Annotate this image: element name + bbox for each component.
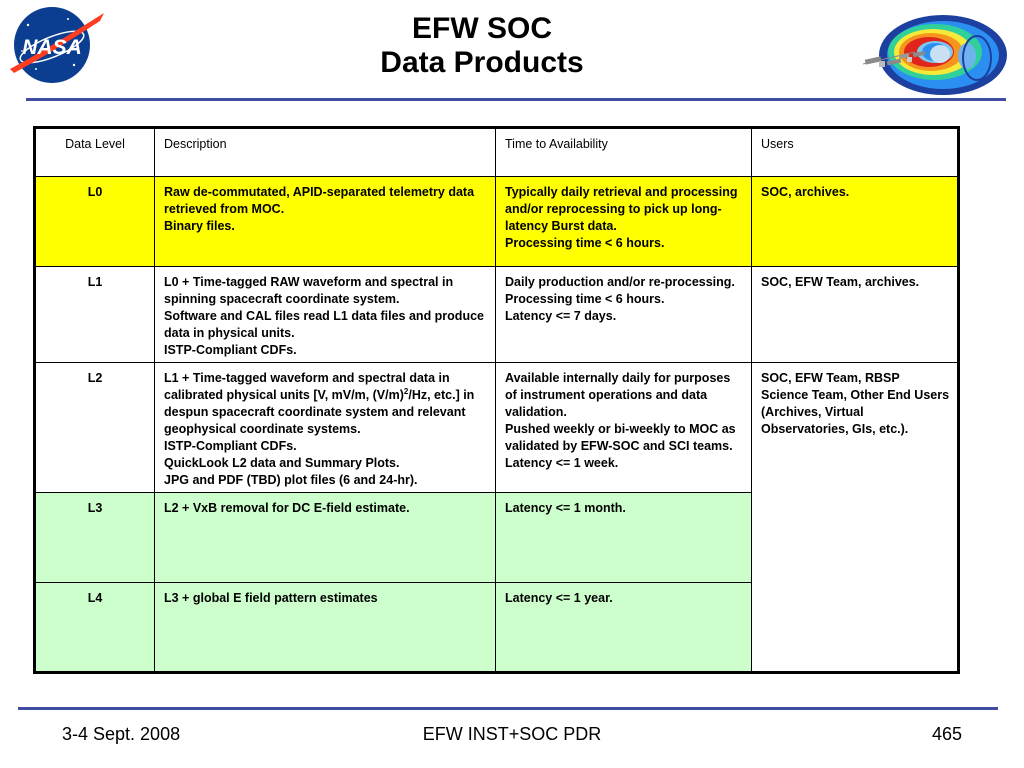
- users-cell: SOC, archives.: [752, 177, 959, 267]
- title-divider: [26, 98, 1006, 101]
- table-row: [35, 267, 959, 363]
- column-header: Description: [155, 128, 496, 177]
- description-line: Raw de-commutated, APID-separated telemetry data retrieved from MOC.: [164, 185, 475, 216]
- description-text: L1 + Time-tagged waveform and spectral data in calibrated physical units [V, mV/m, (V/m): [164, 371, 450, 402]
- description-text: /Hz, etc.] in despun spacecraft coordinate system and relevant geophysical coordinate systems.: [164, 388, 475, 436]
- description-line: QuickLook L2 data and Summary Plots.: [164, 456, 400, 470]
- availability-cell: [496, 493, 752, 583]
- description-cell: [155, 583, 496, 673]
- availability-cell: [496, 177, 752, 267]
- table-row: [35, 177, 959, 267]
- availability-line: Pushed weekly or bi-weekly to MOC as validated by EFW-SOC and SCI teams.: [505, 422, 736, 453]
- title-line-2: Data Products: [380, 46, 584, 79]
- nasa-logo-text: NASA: [22, 36, 82, 59]
- description-line: JPG and PDF (TBD) plot files (6 and 24-hr).: [164, 473, 418, 487]
- description-cell: [155, 177, 496, 267]
- radiation-belts-image: [855, 8, 1015, 104]
- footer-event: EFW INST+SOC PDR: [422, 724, 602, 744]
- availability-cell: [496, 363, 752, 493]
- superscript: 2: [403, 386, 409, 396]
- availability-cell: [496, 267, 752, 363]
- data-products-table: [33, 126, 960, 674]
- description-line: L0 + Time-tagged RAW waveform and spectral in spinning spacecraft coordinate system.: [164, 275, 454, 306]
- column-header: Time to Availability: [496, 128, 752, 177]
- availability-line: Latency <= 1 year.: [505, 591, 613, 605]
- description-cell: [155, 493, 496, 583]
- description-cell: [155, 267, 496, 363]
- data-level-cell: L0: [35, 177, 155, 267]
- availability-line: Latency <= 7 days.: [505, 309, 617, 323]
- description-line: L3 + global E field pattern estimates: [164, 591, 378, 605]
- table-row: [35, 363, 959, 493]
- description-line: Binary files.: [164, 219, 235, 233]
- availability-line: Typically daily retrieval and processing and/or reprocessing to pick up long-latency Burst data.: [505, 185, 738, 233]
- description-line: ISTP-Compliant CDFs.: [164, 343, 297, 357]
- data-level-cell: L4: [35, 583, 155, 673]
- footer-date: 3-4 Sept. 2008: [62, 724, 181, 744]
- column-header: Data Level: [35, 128, 155, 177]
- availability-line: Latency <= 1 week.: [505, 456, 619, 470]
- page-number: 465: [931, 724, 962, 744]
- availability-line: Processing time < 6 hours.: [505, 236, 665, 250]
- availability-line: Latency <= 1 month.: [505, 501, 626, 515]
- availability-line: Daily production and/or re-processing.: [505, 275, 735, 289]
- description-line: Software and CAL files read L1 data files and produce data in physical units.: [164, 309, 484, 340]
- data-level-cell: L2: [35, 363, 155, 493]
- description-line: L2 + VxB removal for DC E-field estimate.: [164, 501, 410, 515]
- footer-divider: [18, 707, 998, 710]
- data-level-cell: L1: [35, 267, 155, 363]
- description-line: [164, 370, 488, 438]
- description-line: ISTP-Compliant CDFs.: [164, 439, 297, 453]
- table-header-row: [35, 128, 959, 177]
- availability-line: Processing time < 6 hours.: [505, 292, 665, 306]
- nasa-logo: [6, 3, 106, 87]
- availability-cell: [496, 583, 752, 673]
- users-cell: SOC, EFW Team, archives.: [752, 267, 959, 363]
- data-level-cell: L3: [35, 493, 155, 583]
- page-title: [282, 12, 682, 80]
- title-line-1: EFW SOC: [412, 12, 552, 45]
- description-cell: [155, 363, 496, 493]
- column-header: Users: [752, 128, 959, 177]
- availability-line: Available internally daily for purposes of instrument operations and data validation.: [505, 371, 731, 419]
- users-cell: SOC, EFW Team, RBSP Science Team, Other End Users (Archives, Virtual Observatories, GIs, etc.).: [752, 363, 959, 673]
